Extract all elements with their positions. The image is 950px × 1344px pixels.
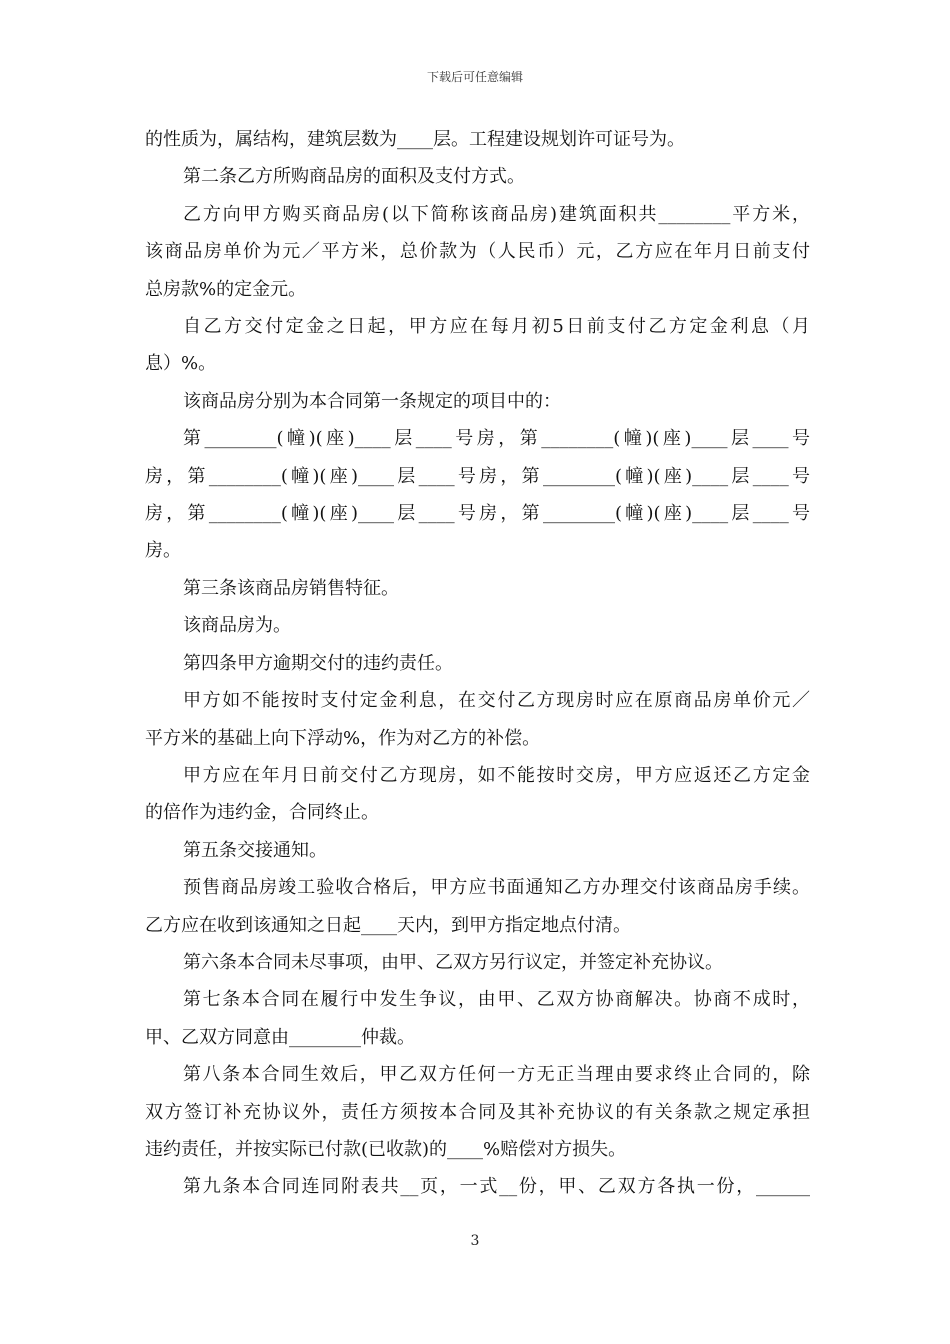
text-line: 房。 xyxy=(145,540,181,562)
text-line: 自乙方交付定金之日起，甲方应在每月初5日前支付乙方定金利息（月 xyxy=(183,316,810,338)
text-line: 的性质为，属结构，建筑层数为____层。工程建设规划许可证号为。 xyxy=(145,129,685,150)
page-header: 下载后可任意编辑 xyxy=(426,70,523,84)
article-heading: 第四条甲方逾期交付的违约责任。 xyxy=(183,652,453,674)
text-line: 甲方应在年月日前交付乙方现房，如不能按时交房，甲方应返还乙方定金 xyxy=(183,764,810,786)
text-line: 该商品房为。 xyxy=(183,615,291,637)
text-line: 乙方应在收到该通知之日起____天内，到甲方指定地点付清。 xyxy=(145,914,631,936)
document-body xyxy=(145,121,810,1206)
text-line: 第七条本合同在履行中发生争议，由甲、乙双方协商解决。协商不成时， xyxy=(183,989,810,1011)
text-line: 乙方向甲方购买商品房(以下简称该商品房)建筑面积共________平方米， xyxy=(183,203,810,225)
text-line: 第八条本合同生效后，甲乙双方任何一方无正当理由要求终止合同的，除 xyxy=(183,1064,810,1086)
page-number: 3 xyxy=(470,1233,480,1249)
text-line: 预售商品房竣工验收合格后，甲方应书面通知乙方办理交付该商品房手续。 xyxy=(183,877,810,899)
text-line: 第六条本合同未尽事项，由甲、乙双方另行议定，并签定补充协议。 xyxy=(183,951,723,973)
text-line: 房，第________(幢)(座)____层____号房，第________(幢)(座)____层____号 xyxy=(145,465,810,487)
text-line: 房，第________(幢)(座)____层____号房，第________(幢)(座)____层____号 xyxy=(145,503,810,525)
text-line: 第九条本合同连同附表共__页，一式__份，甲、乙双方各执一份，______ xyxy=(183,1176,810,1198)
text-line: 双方签订补充协议外，责任方须按本合同及其补充协议的有关条款之规定承担 xyxy=(145,1101,810,1123)
text-line: 该商品房分别为本合同第一条规定的项目中的： xyxy=(183,390,561,412)
article-heading: 第二条乙方所购商品房的面积及支付方式。 xyxy=(183,166,525,188)
text-line: 息）%。 xyxy=(145,353,217,375)
text-line: 第________(幢)(座)____层____号房，第________(幢)(座)____层____号 xyxy=(183,428,810,450)
text-line: 违约责任，并按实际已付款(已收款)的____%赔偿对方损失。 xyxy=(145,1138,627,1160)
text-line: 甲方如不能按时支付定金利息，在交付乙方现房时应在原商品房单价元／ xyxy=(183,690,810,712)
text-line: 的倍作为违约金，合同终止。 xyxy=(145,802,379,824)
text-line: 平方米的基础上向下浮动%，作为对乙方的补偿。 xyxy=(145,727,541,749)
article-heading: 第五条交接通知。 xyxy=(183,839,327,861)
text-line: 该商品房单价为元／平方米，总价款为（人民币）元，乙方应在年月日前支付 xyxy=(145,241,810,263)
text-line: 甲、乙双方同意由________仲裁。 xyxy=(145,1026,415,1048)
article-heading: 第三条该商品房销售特征。 xyxy=(183,577,399,599)
text-line: 总房款%的定金元。 xyxy=(145,278,307,300)
